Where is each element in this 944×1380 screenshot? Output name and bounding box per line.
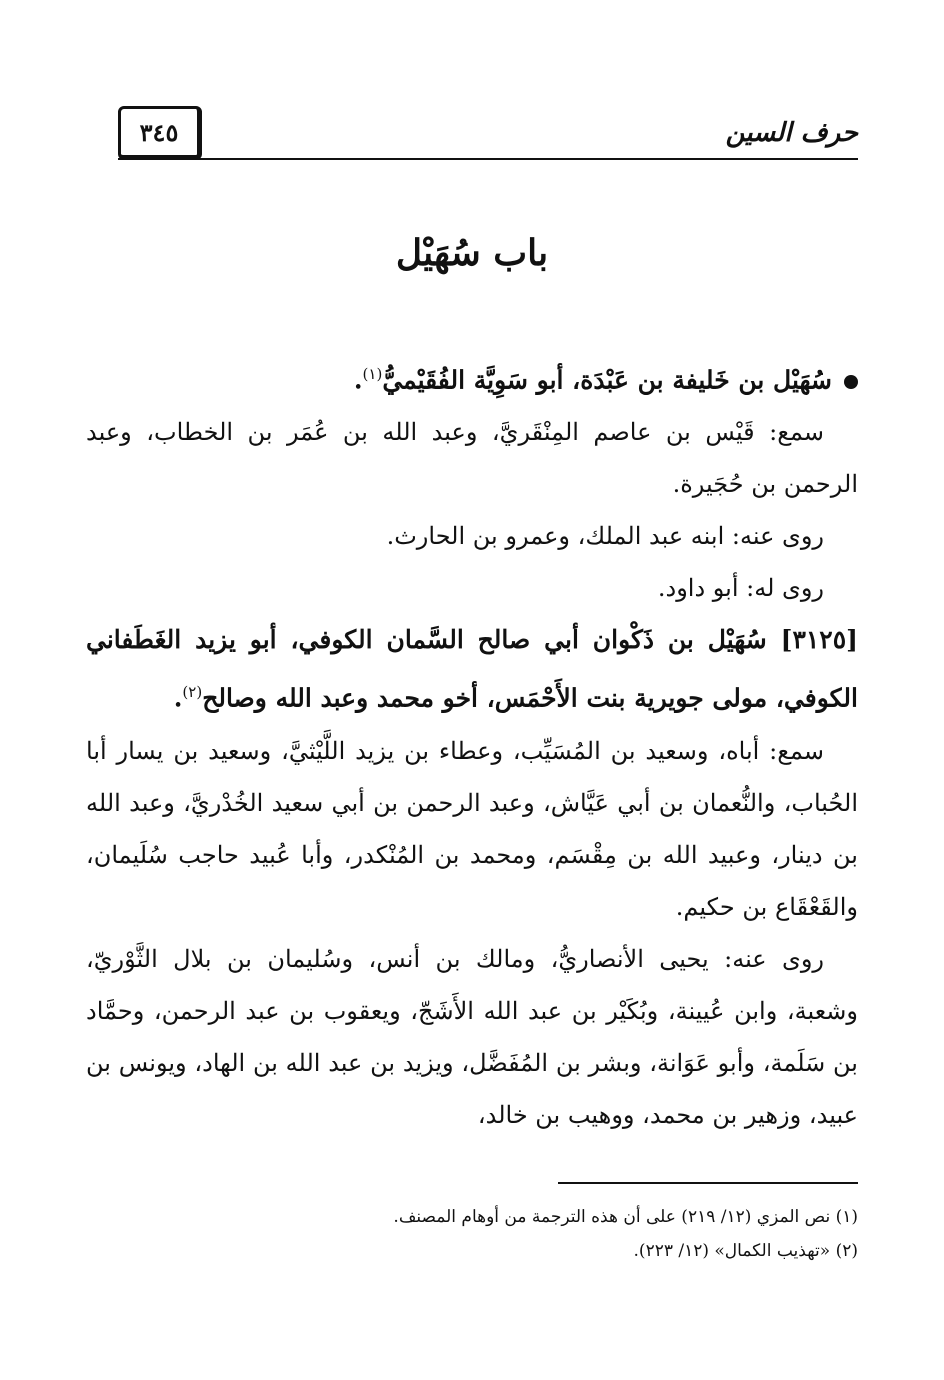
running-title: حرف السين — [725, 118, 858, 148]
entry-heading — [86, 348, 858, 406]
footnote-ref: (١) — [362, 365, 383, 383]
page-number: ٣٤٥ — [118, 106, 202, 160]
header-rule — [118, 158, 858, 160]
numbered-entry-heading — [86, 614, 858, 724]
entry-heading-text: سُهَيْل بن خَليفة بن عَبْدَة، أبو سَوِيَّة الفُقَيْميُّ — [382, 365, 832, 395]
footnote: (١) نص المزي (١٢/ ٢١٩) على أن هذه الترجمة من أوهام المصنف. — [393, 1207, 858, 1227]
chapter-title: باب سُهَيْل — [395, 232, 549, 274]
numbered-entry-heading-end: . — [173, 683, 183, 713]
numbered-entry-heading-text: [٣١٢٥] سُهَيْل بن ذَكْوان أبي صالح السَّمان الكوفي، أبو يزيد الغَطَفاني الكوفي، مولى جويرية بنت الأَحْمَس، أخو محمد وعبد الله وصالح — [86, 625, 858, 713]
entry-heard: سمع: قَيْس بن عاصم المِنْقَريَّ، وعبد الله بن عُمَر بن الخطاب، وعبد الرحمن بن حُجَيرة. — [86, 418, 858, 499]
entry-narrated-from: روى عنه: ابنه عبد الملك، وعمرو بن الحارث. — [386, 522, 824, 551]
body-text — [86, 348, 858, 1141]
footnote-rule — [558, 1182, 858, 1184]
entry-heard: سمع: أباه، وسعيد بن المُسَيِّب، وعطاء بن يزيد اللَّيْثيَّ، وسعيد بن يسار أبا الحُباب، والنُّعمان بن أبي عَيَّاش، وعبد الرحمن بن أبي سعيد الخُدْريَّ، وعبد الله بن دينار، وعبيد الله بن مِقْسَم، ومحمد بن المُنْكدر، وأبا عُبيد حاجب سُلَيمان، والقَعْقَاع بن حكيم. — [86, 736, 858, 921]
entry-narrated-from: روى عنه: يحيى الأنصاريُّ، ومالك بن أنس، وسُليمان بن بلال الثَّوْريّ، وشعبة، وابن عُيينة، وبُكَيْر بن عبد الله الأَشَجّ، ويعقوب بن عبد الرحمن، وحمَّاد بن سَلَمة، وأبو عَوَانة، وبشر بن المُفَضَّل، ويزيد بن عبد الله بن الهاد، ويونس بن عبيد، وزهير بن محمد، ووهيب بن خالد، — [86, 944, 858, 1129]
entry-heading-end: . — [353, 365, 363, 395]
entry-narrated-for: روى له: أبو داود. — [657, 574, 824, 603]
bullet-icon — [844, 375, 858, 389]
footnote-ref: (٢) — [182, 683, 203, 702]
footnote: (٢) «تهذيب الكمال» (١٢/ ٢٢٣). — [633, 1241, 858, 1261]
footnotes — [86, 1200, 858, 1268]
